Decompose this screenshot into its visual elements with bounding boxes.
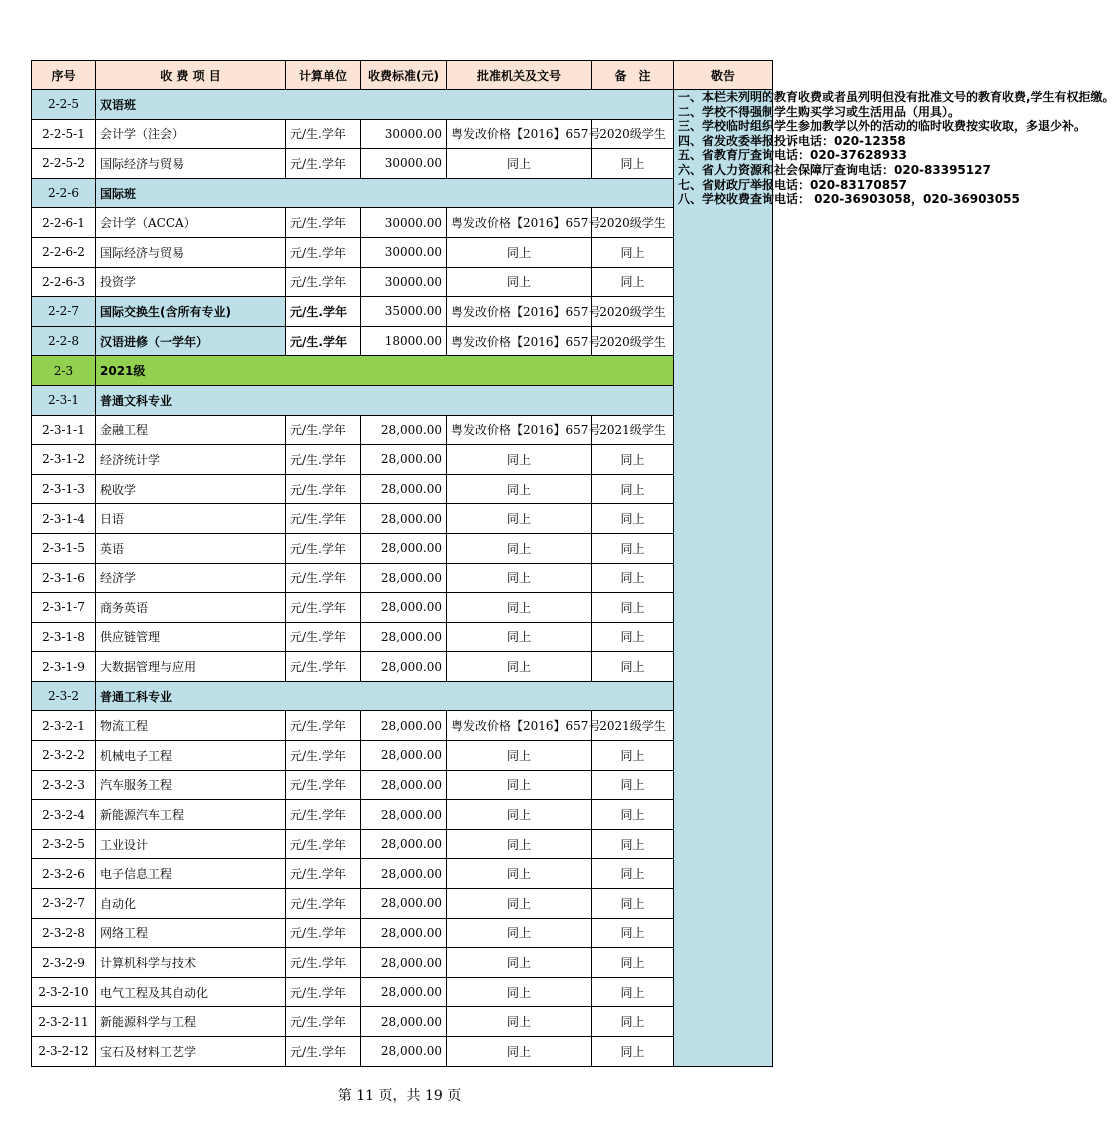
fee-table-body [32,90,1115,1067]
row-approval: 同上 [447,445,592,475]
row-unit: 元/生.学年 [286,918,361,948]
row-unit: 元/生.学年 [286,237,361,267]
row-id: 2-2-6-1 [32,208,96,238]
row-approval: 同上 [447,622,592,652]
row-unit: 元/生.学年 [286,445,361,475]
row-standard: 28,000.00 [361,1007,447,1037]
section-title: 国际班 [96,178,674,208]
row-remark: 2020级学生 [592,326,674,356]
section-title: 普通工科专业 [96,681,674,711]
row-approval: 同上 [447,652,592,682]
notice-item: 七、省财政厅举报电话：020-83170857 [678,177,907,192]
row-unit: 元/生.学年 [286,622,361,652]
row-item: 宝石及材料工艺学 [96,1037,286,1067]
row-approval: 同上 [447,563,592,593]
row-item: 国际经济与贸易 [96,237,286,267]
row-id: 2-3-2-12 [32,1037,96,1067]
row-item: 新能源汽车工程 [96,800,286,830]
row-unit: 元/生.学年 [286,829,361,859]
row-remark: 同上 [592,741,674,771]
row-unit: 元/生.学年 [286,859,361,889]
row-id: 2-3-2-9 [32,948,96,978]
row-item: 汉语进修（一学年） [96,326,286,356]
row-item: 计算机科学与技术 [96,948,286,978]
row-id: 2-3-2-3 [32,770,96,800]
table-row [32,859,773,889]
row-remark: 同上 [592,829,674,859]
row-remark: 同上 [592,237,674,267]
row-unit: 元/生.学年 [286,149,361,179]
row-unit: 元/生.学年 [286,208,361,238]
row-unit: 元/生.学年 [286,563,361,593]
row-unit: 元/生.学年 [286,770,361,800]
row-id: 2-2-5 [32,90,96,120]
row-remark: 同上 [592,267,674,297]
grade-row [32,356,773,386]
table-row [32,918,773,948]
notice-item: 四、省发改委举报投诉电话：020-12358 [678,133,906,148]
row-standard: 30000.00 [361,237,447,267]
row-item: 英语 [96,533,286,563]
table-row [32,119,773,149]
row-standard: 28,000.00 [361,1037,447,1067]
section-row [32,178,773,208]
notice-item: 二、学校不得强制学生购买学习或生活用品（用具）。 [678,104,961,119]
row-approval: 粤发改价格【2016】657号 [447,297,592,327]
row-unit: 元/生.学年 [286,533,361,563]
row-item: 税收学 [96,474,286,504]
row-approval: 同上 [447,889,592,919]
row-id: 2-3-2-6 [32,859,96,889]
row-item: 日语 [96,504,286,534]
row-item: 电子信息工程 [96,859,286,889]
table-row [32,563,773,593]
row-standard: 28,000.00 [361,918,447,948]
row-id: 2-2-6-3 [32,267,96,297]
row-standard: 30000.00 [361,149,447,179]
section-title: 普通文科专业 [96,385,674,415]
row-id: 2-3-1-5 [32,533,96,563]
row-unit: 元/生.学年 [286,652,361,682]
row-standard: 18000.00 [361,326,447,356]
table-row [32,1037,773,1067]
table-row [32,593,773,623]
row-approval: 粤发改价格【2016】657号 [447,326,592,356]
row-item: 国际交换生(含所有专业) [96,297,286,327]
header-notice: 敬告 [674,61,773,90]
row-remark: 同上 [592,1007,674,1037]
table-row [32,474,773,504]
row-unit: 元/生.学年 [286,741,361,771]
header-standard: 收费标准(元) [361,61,447,90]
row-item: 供应链管理 [96,622,286,652]
row-remark: 同上 [592,533,674,563]
header-seq: 序号 [32,61,96,90]
notice-item: 八、学校收费查询电话： 020-36903058，020-36903055 [678,192,1020,207]
row-remark: 同上 [592,800,674,830]
notice-item: 五、省教育厅查询电话：020-37628933 [678,148,907,163]
row-approval: 同上 [447,829,592,859]
row-remark: 同上 [592,859,674,889]
row-remark: 同上 [592,622,674,652]
row-standard: 35000.00 [361,297,447,327]
row-id: 2-2-7 [32,297,96,327]
row-unit: 元/生.学年 [286,297,361,327]
table-row [32,297,773,327]
row-standard: 28,000.00 [361,445,447,475]
table-row [32,770,773,800]
table-row [32,504,773,534]
row-standard: 30000.00 [361,119,447,149]
row-id: 2-3-1 [32,385,96,415]
row-id: 2-2-8 [32,326,96,356]
row-standard: 28,000.00 [361,415,447,445]
row-item: 商务英语 [96,593,286,623]
row-approval: 同上 [447,149,592,179]
row-id: 2-3-1-9 [32,652,96,682]
header-item: 收 费 项 目 [96,61,286,90]
row-standard: 30000.00 [361,208,447,238]
row-remark: 2020级学生 [592,119,674,149]
row-standard: 28,000.00 [361,563,447,593]
row-unit: 元/生.学年 [286,889,361,919]
row-approval: 粤发改价格【2016】657号 [447,119,592,149]
table-row [32,267,773,297]
table-row [32,326,773,356]
row-id: 2-2-5-1 [32,119,96,149]
row-id: 2-3 [32,356,96,386]
row-item: 物流工程 [96,711,286,741]
row-standard: 28,000.00 [361,504,447,534]
table-row [32,741,773,771]
row-id: 2-3-1-8 [32,622,96,652]
row-id: 2-3-1-1 [32,415,96,445]
row-id: 2-3-1-2 [32,445,96,475]
row-item: 经济统计学 [96,445,286,475]
row-remark: 同上 [592,474,674,504]
row-item: 大数据管理与应用 [96,652,286,682]
row-item: 经济学 [96,563,286,593]
row-item: 会计学（注会） [96,119,286,149]
notice-item: 三、学校临时组织学生参加教学以外的活动的临时收费按实收取，多退少补。 [678,119,1087,134]
table-row [32,977,773,1007]
row-remark: 同上 [592,1037,674,1067]
row-item: 会计学（ACCA） [96,208,286,238]
row-item: 机械电子工程 [96,741,286,771]
row-unit: 元/生.学年 [286,593,361,623]
row-standard: 28,000.00 [361,829,447,859]
table-row [32,533,773,563]
row-approval: 同上 [447,741,592,771]
section-row [32,90,773,120]
row-approval: 同上 [447,267,592,297]
row-item: 汽车服务工程 [96,770,286,800]
row-unit: 元/生.学年 [286,711,361,741]
row-approval: 同上 [447,859,592,889]
table-row [32,800,773,830]
row-id: 2-3-2-4 [32,800,96,830]
row-approval: 粤发改价格【2016】657号 [447,208,592,238]
row-id: 2-3-1-4 [32,504,96,534]
table-row [32,622,773,652]
section-title: 双语班 [96,90,674,120]
table-row [32,415,773,445]
row-unit: 元/生.学年 [286,948,361,978]
row-id: 2-3-2-5 [32,829,96,859]
row-standard: 28,000.00 [361,770,447,800]
row-approval: 同上 [447,918,592,948]
row-remark: 2020级学生 [592,208,674,238]
row-id: 2-3-2-2 [32,741,96,771]
row-approval: 粤发改价格【2016】657号 [447,711,592,741]
row-standard: 28,000.00 [361,622,447,652]
table-row [32,889,773,919]
row-remark: 同上 [592,563,674,593]
page-footer: 第 11 页，共 19 页 [337,1088,462,1104]
table-row [32,237,773,267]
header-remark: 备 注 [592,61,674,90]
row-approval: 同上 [447,800,592,830]
fee-table [31,60,1115,1067]
row-remark: 同上 [592,948,674,978]
row-approval: 同上 [447,533,592,563]
table-row [32,829,773,859]
header-unit: 计算单位 [286,61,361,90]
row-id: 2-2-6 [32,178,96,208]
row-standard: 28,000.00 [361,800,447,830]
row-id: 2-3-2-11 [32,1007,96,1037]
row-id: 2-3-2-10 [32,977,96,1007]
header-approval: 批准机关及文号 [447,61,592,90]
row-approval: 同上 [447,770,592,800]
row-id: 2-3-2-1 [32,711,96,741]
row-approval: 同上 [447,1007,592,1037]
row-unit: 元/生.学年 [286,1037,361,1067]
row-standard: 28,000.00 [361,977,447,1007]
notice-panel [674,90,1115,1067]
row-unit: 元/生.学年 [286,474,361,504]
row-approval: 同上 [447,474,592,504]
row-item: 网络工程 [96,918,286,948]
row-approval: 粤发改价格【2016】657号 [447,415,592,445]
notice-item: 六、省人力资源和社会保障厅查询电话：020-83395127 [678,162,991,177]
row-id: 2-3-2-7 [32,889,96,919]
row-unit: 元/生.学年 [286,1007,361,1037]
table-row [32,445,773,475]
row-item: 自动化 [96,889,286,919]
row-approval: 同上 [447,948,592,978]
row-remark: 2021级学生 [592,711,674,741]
row-remark: 同上 [592,149,674,179]
row-approval: 同上 [447,1037,592,1067]
row-remark: 同上 [592,889,674,919]
table-row [32,208,773,238]
row-unit: 元/生.学年 [286,326,361,356]
row-standard: 28,000.00 [361,533,447,563]
row-standard: 28,000.00 [361,474,447,504]
row-remark: 同上 [592,652,674,682]
row-item: 新能源科学与工程 [96,1007,286,1037]
row-approval: 同上 [447,237,592,267]
row-item: 国际经济与贸易 [96,149,286,179]
row-id: 2-3-1-7 [32,593,96,623]
row-unit: 元/生.学年 [286,119,361,149]
row-standard: 28,000.00 [361,593,447,623]
section-row [32,385,773,415]
row-item: 电气工程及其自动化 [96,977,286,1007]
row-standard: 28,000.00 [361,948,447,978]
row-remark: 2020级学生 [592,297,674,327]
row-remark: 同上 [592,504,674,534]
row-item: 投资学 [96,267,286,297]
section-title: 2021级 [96,356,674,386]
table-row [32,149,773,179]
row-standard: 28,000.00 [361,652,447,682]
row-unit: 元/生.学年 [286,415,361,445]
row-unit: 元/生.学年 [286,800,361,830]
notice-item: 一、本栏未列明的教育收费或者虽列明但没有批准文号的教育收费,学生有权拒缴。 [678,90,1115,104]
row-standard: 30000.00 [361,267,447,297]
row-item: 金融工程 [96,415,286,445]
row-item: 工业设计 [96,829,286,859]
row-id: 2-2-6-2 [32,237,96,267]
row-id: 2-3-2-8 [32,918,96,948]
table-row [32,652,773,682]
row-remark: 同上 [592,770,674,800]
table-row [32,1007,773,1037]
table-row [32,948,773,978]
header-row [32,61,773,90]
row-remark: 同上 [592,977,674,1007]
row-standard: 28,000.00 [361,859,447,889]
row-unit: 元/生.学年 [286,267,361,297]
section-row [32,681,773,711]
table-row [32,711,773,741]
row-remark: 同上 [592,593,674,623]
row-unit: 元/生.学年 [286,977,361,1007]
row-standard: 28,000.00 [361,711,447,741]
row-id: 2-3-1-3 [32,474,96,504]
row-remark: 同上 [592,445,674,475]
row-approval: 同上 [447,504,592,534]
row-standard: 28,000.00 [361,741,447,771]
row-approval: 同上 [447,977,592,1007]
row-remark: 同上 [592,918,674,948]
row-approval: 同上 [447,593,592,623]
row-standard: 28,000.00 [361,889,447,919]
row-id: 2-2-5-2 [32,149,96,179]
row-id: 2-3-1-6 [32,563,96,593]
row-id: 2-3-2 [32,681,96,711]
row-remark: 2021级学生 [592,415,674,445]
row-unit: 元/生.学年 [286,504,361,534]
